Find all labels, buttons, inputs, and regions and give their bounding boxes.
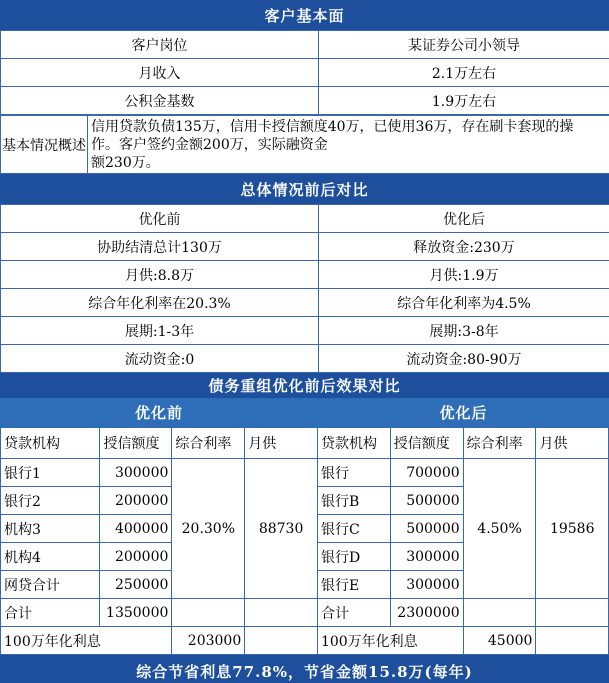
term-after-cell: 展期:3-8年: [319, 317, 609, 345]
interest-label-cell: 100万年化利息: [317, 627, 463, 655]
table-row: [1, 87, 609, 115]
overview-text: [88, 116, 609, 174]
col-header-credit: 授信额度: [100, 428, 172, 459]
table-row: [1, 345, 609, 373]
before-loan-table: [0, 427, 318, 655]
col-header-monthly: 月供: [536, 428, 609, 459]
empty-cell: [172, 599, 245, 627]
col-header-lender: 贷款机构: [1, 428, 100, 459]
total-label-cell: 合计: [1, 599, 100, 627]
credit-cell: 700000: [390, 459, 463, 487]
lender-cell: 机构3: [1, 515, 100, 543]
lender-cell: 银行E: [317, 571, 390, 599]
settled-total-cell: 协助结清总计130万: [1, 233, 319, 261]
lender-cell: 机构4: [1, 543, 100, 571]
total-credit-cell: 1350000: [100, 599, 172, 627]
monthly-cell: 19586: [536, 459, 609, 599]
lender-cell: 银行: [317, 459, 390, 487]
lender-cell: 银行C: [317, 515, 390, 543]
credit-cell: 250000: [100, 571, 172, 599]
credit-cell: 300000: [390, 571, 463, 599]
before-subheader-label: 优化前: [134, 404, 183, 422]
lender-cell: 银行2: [1, 487, 100, 515]
before-after-subheader: [0, 398, 609, 427]
total-row: [1, 599, 318, 627]
table-row: [1, 116, 609, 174]
monthly-cell: 88730: [245, 459, 318, 599]
empty-cell: [245, 599, 318, 627]
monthly-payment-before-cell: 月供:8.8万: [1, 261, 319, 289]
table-row: [317, 459, 608, 487]
term-before-cell: 展期:1-3年: [1, 317, 319, 345]
overview-line: 信用贷款负债135万，信用卡授信额度40万，已使用36万，存在刷卡套现的操: [91, 118, 574, 135]
savings-summary-bar: 综合节省利息77.8%，节省金额15.8万(每年): [0, 655, 609, 683]
credit-cell: 500000: [390, 487, 463, 515]
lender-cell: 网贷合计: [1, 571, 100, 599]
credit-cell: 500000: [390, 515, 463, 543]
monthly-income-label: 月收入: [1, 59, 319, 87]
overview-line: 额230万。: [91, 154, 160, 171]
total-label-cell: 合计: [317, 599, 390, 627]
section-title-customer-basics: 客户基本面: [0, 0, 609, 30]
customer-basics-table: [0, 30, 609, 115]
table-row: [1, 289, 609, 317]
table-header-row: [317, 428, 608, 459]
liquidity-before-cell: 流动资金:0: [1, 345, 319, 373]
overview-label: 基本情况概述: [1, 116, 88, 174]
empty-cell: [536, 627, 609, 655]
credit-cell: 400000: [100, 515, 172, 543]
table-row: [1, 261, 609, 289]
table-row: [1, 459, 318, 487]
col-header-rate: 综合利率: [172, 428, 245, 459]
credit-cell: 200000: [100, 543, 172, 571]
empty-cell: [245, 627, 318, 655]
after-subheader-label: 优化后: [439, 404, 488, 422]
housing-fund-base-value: 1.9万左右: [319, 87, 609, 115]
customer-position-value: 某证券公司小领导: [319, 31, 609, 59]
monthly-income-value: 2.1万左右: [319, 59, 609, 87]
rate-cell: 4.50%: [463, 459, 536, 599]
interest-value-cell: 203000: [172, 627, 245, 655]
interest-label-cell: 100万年化利息: [1, 627, 172, 655]
before-header-cell: 优化前: [1, 205, 319, 233]
lender-cell: 银行1: [1, 459, 100, 487]
table-row: [1, 31, 609, 59]
apr-after-cell: 综合年化利率为4.5%: [319, 289, 609, 317]
released-funds-cell: 释放资金:230万: [319, 233, 609, 261]
interest-row: [1, 627, 318, 655]
overall-comparison-table: [0, 204, 609, 373]
apr-before-cell: 综合年化利率在20.3%: [1, 289, 319, 317]
table-row: [1, 233, 609, 261]
monthly-payment-after-cell: 月供:1.9万: [319, 261, 609, 289]
section-title-overall-comparison: 总体情况前后对比: [0, 174, 609, 204]
overview-table: [0, 115, 609, 174]
credit-cell: 300000: [100, 459, 172, 487]
after-header-cell: 优化后: [319, 205, 609, 233]
rate-cell: 20.30%: [172, 459, 245, 599]
table-header-row: [1, 428, 318, 459]
col-header-monthly: 月供: [245, 428, 318, 459]
interest-row: [317, 627, 608, 655]
loan-tables: [0, 427, 609, 655]
table-row: [1, 59, 609, 87]
lender-cell: 银行D: [317, 543, 390, 571]
liquidity-after-cell: 流动资金:80-90万: [319, 345, 609, 373]
col-header-lender: 贷款机构: [317, 428, 390, 459]
total-row: [317, 599, 608, 627]
credit-cell: 300000: [390, 543, 463, 571]
empty-cell: [463, 599, 536, 627]
credit-cell: 200000: [100, 487, 172, 515]
total-credit-cell: 2300000: [390, 599, 463, 627]
after-loan-table: [317, 427, 609, 655]
col-header-rate: 综合利率: [463, 428, 536, 459]
interest-value-cell: 45000: [463, 627, 536, 655]
col-header-credit: 授信额度: [390, 428, 463, 459]
customer-position-label: 客户岗位: [1, 31, 319, 59]
table-row: [1, 205, 609, 233]
empty-cell: [536, 599, 609, 627]
section-title-restructure-comparison: 债务重组优化前后效果对比: [0, 373, 609, 398]
housing-fund-base-label: 公积金基数: [1, 87, 319, 115]
lender-cell: 银行B: [317, 487, 390, 515]
table-row: [1, 317, 609, 345]
overview-line: 作。客户签约金额200万，实际融资金: [91, 136, 328, 153]
